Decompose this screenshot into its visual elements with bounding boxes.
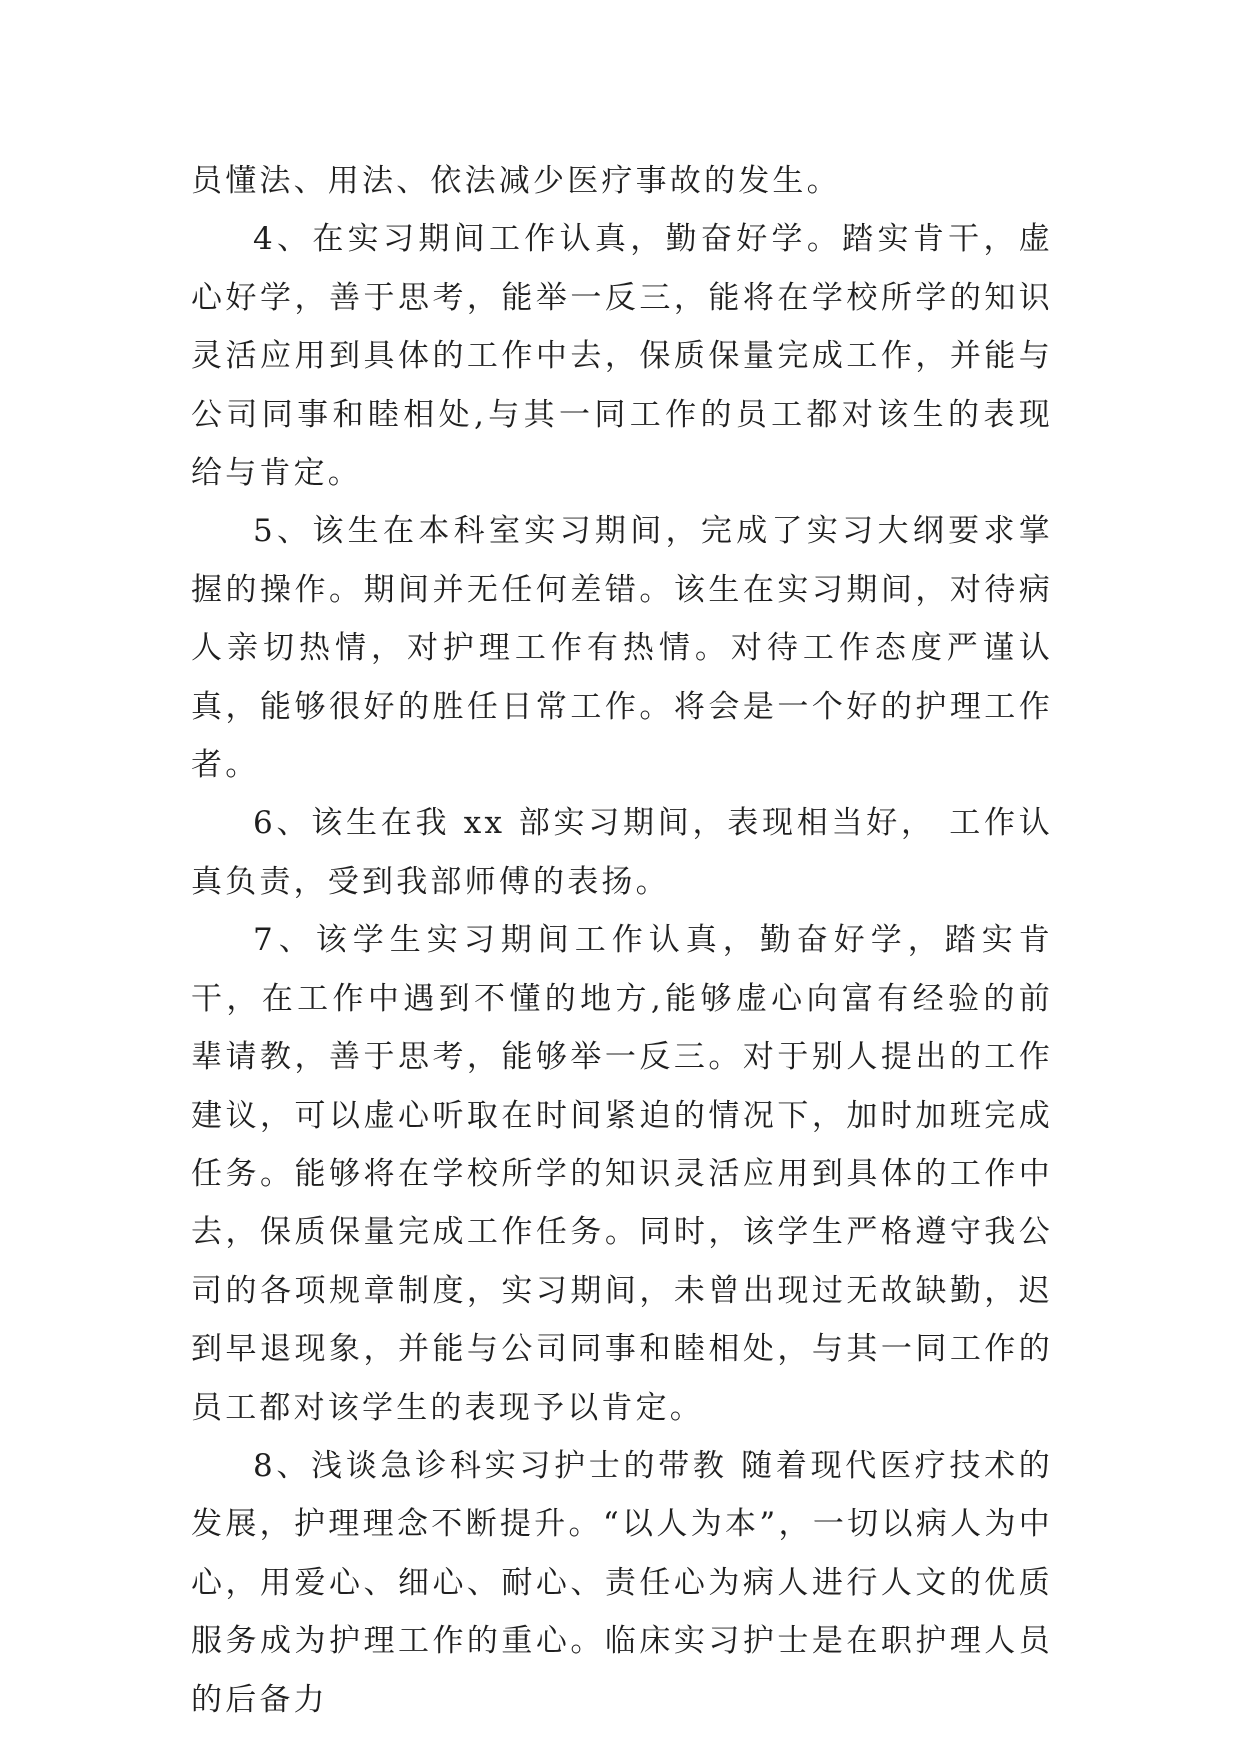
paragraph-continuation: 员懂法、用法、依法减少医疗事故的发生。 [191, 163, 841, 199]
paragraph-item-8: 8、浅谈急诊科实习护士的带教 随着现代医疗技术的发展，护理理念不断提升。“以人为本”，一切以病人为中心，用爱心、细心、耐心、责任心为病人进行人文的优质服务成为护理工作的重心。临床实习护士是在职护理人员的后备力 [191, 1447, 1053, 1718]
document-body [191, 152, 1053, 1729]
paragraph-item-7: 7、该学生实习期间工作认真，勤奋好学，踏实肯干，在工作中遇到不懂的地方,能够虚心向富有经验的前辈请教，善于思考，能够举一反三。对于别人提出的工作建议，可以虚心听取在时间紧迫的情况下，加时加班完成任务。能够将在学校所学的知识灵活应用到具体的工作中去，保质保量完成工作任务。同时，该学生严格遵守我公司的各项规章制度，实习期间，未曾出现过无故缺勤，迟到早退现象，并能与公司同事和睦相处，与其一同工作的员工都对该学生的表现予以肯定。 [191, 922, 1053, 1426]
paragraph-item-5: 5、该生在本科室实习期间，完成了实习大纲要求掌握的操作。期间并无任何差错。该生在实习期间，对待病人亲切热情，对护理工作有热情。对待工作态度严谨认真，能够很好的胜任日常工作。将会是一个好的护理工作者。 [191, 513, 1053, 784]
paragraph-item-6: 6、该生在我 xx 部实习期间，表现相当好， 工作认真负责，受到我部师傅的表扬。 [191, 805, 1053, 900]
paragraph-item-4: 4、在实习期间工作认真，勤奋好学。踏实肯干，虚心好学，善于思考，能举一反三，能将在学校所学的知识灵活应用到具体的工作中去，保质保量完成工作，并能与公司同事和睦相处,与其一同工作的员工都对该生的表现给与肯定。 [191, 221, 1053, 492]
